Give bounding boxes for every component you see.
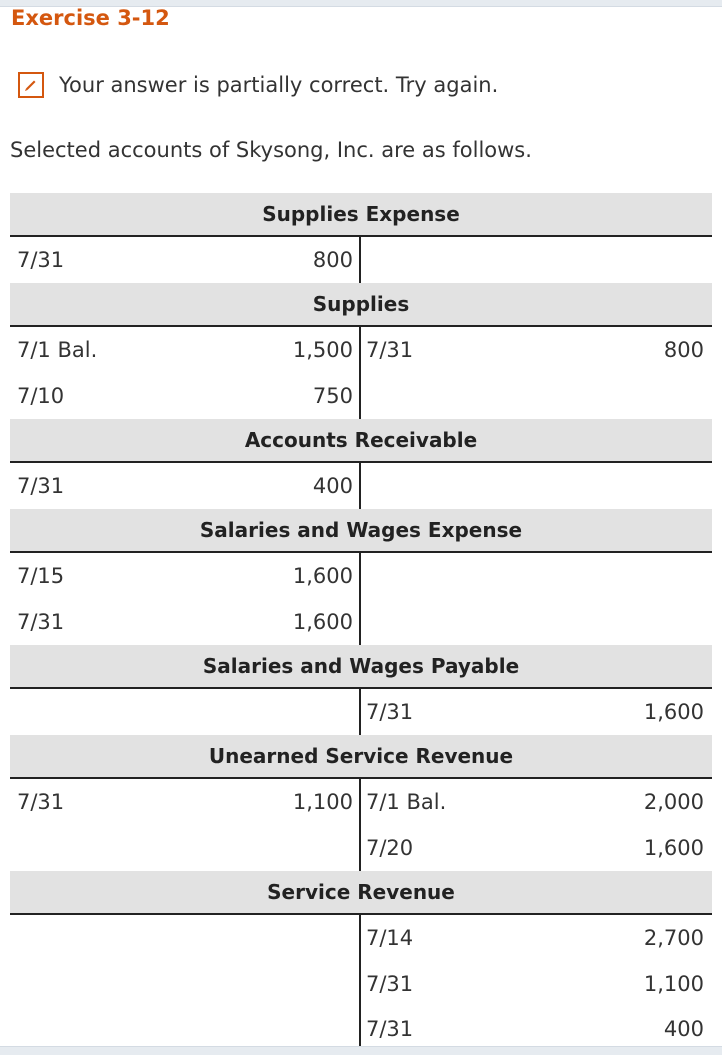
credit-side — [361, 825, 712, 871]
account-title: Salaries and Wages Expense — [10, 509, 712, 553]
ledger-row — [10, 599, 712, 645]
credit-date: 7/31 — [366, 972, 414, 996]
debit-amount: 1,600 — [292, 610, 353, 634]
debit-amount: 400 — [312, 474, 353, 498]
debit-side — [10, 553, 361, 599]
debit-side — [10, 689, 361, 735]
debit-date: 7/31 — [17, 474, 65, 498]
debit-side — [10, 599, 361, 645]
credit-amount: 400 — [663, 1017, 704, 1041]
credit-side — [361, 237, 712, 283]
ledger-row — [10, 779, 712, 825]
debit-amount: 1,500 — [292, 338, 353, 362]
debit-side — [10, 237, 361, 283]
debit-side — [10, 825, 361, 871]
debit-side — [10, 373, 361, 419]
debit-amount: 750 — [312, 384, 353, 408]
debit-date: 7/31 — [17, 790, 65, 814]
ledger-row — [10, 463, 712, 509]
credit-side — [361, 961, 712, 1007]
credit-side — [361, 689, 712, 735]
feedback-text: Your answer is partially correct. Try again. — [59, 73, 499, 97]
debit-date: 7/31 — [17, 248, 65, 272]
credit-side — [361, 373, 712, 419]
pencil-icon — [18, 72, 44, 98]
t-account — [10, 193, 712, 283]
debit-date: 7/15 — [17, 564, 65, 588]
credit-side — [361, 915, 712, 961]
debit-amount: 800 — [312, 248, 353, 272]
debit-side — [10, 779, 361, 825]
credit-date: 7/20 — [366, 836, 414, 860]
account-title: Salaries and Wages Payable — [10, 645, 712, 689]
credit-side — [361, 463, 712, 509]
debit-side — [10, 327, 361, 373]
ledger-row — [10, 237, 712, 283]
debit-date: 7/1 Bal. — [17, 338, 98, 362]
t-account-ledger — [10, 193, 712, 1051]
debit-side — [10, 463, 361, 509]
credit-date: 7/1 Bal. — [366, 790, 447, 814]
account-title: Supplies — [10, 283, 712, 327]
ledger-row — [10, 553, 712, 599]
exercise-title: Exercise 3-12 — [11, 6, 170, 30]
t-account — [10, 419, 712, 509]
t-account — [10, 509, 712, 645]
t-account — [10, 283, 712, 419]
credit-date: 7/14 — [366, 926, 414, 950]
credit-side — [361, 1007, 712, 1051]
ledger-row — [10, 961, 712, 1007]
ledger-row — [10, 915, 712, 961]
credit-side — [361, 599, 712, 645]
credit-amount: 800 — [663, 338, 704, 362]
debit-date: 7/31 — [17, 610, 65, 634]
credit-date: 7/31 — [366, 1017, 414, 1041]
t-account — [10, 871, 712, 1051]
credit-side — [361, 553, 712, 599]
credit-amount: 2,000 — [643, 790, 704, 814]
account-title: Unearned Service Revenue — [10, 735, 712, 779]
account-title: Accounts Receivable — [10, 419, 712, 463]
debit-date: 7/10 — [17, 384, 65, 408]
credit-amount: 2,700 — [643, 926, 704, 950]
feedback-message — [18, 70, 498, 100]
credit-date: 7/31 — [366, 338, 414, 362]
ledger-row — [10, 373, 712, 419]
credit-side — [361, 327, 712, 373]
credit-amount: 1,600 — [643, 836, 704, 860]
debit-side — [10, 961, 361, 1007]
debit-amount: 1,600 — [292, 564, 353, 588]
debit-side — [10, 915, 361, 961]
credit-amount: 1,100 — [643, 972, 704, 996]
credit-side — [361, 779, 712, 825]
ledger-row — [10, 327, 712, 373]
ledger-row — [10, 825, 712, 871]
t-account — [10, 645, 712, 735]
ledger-row — [10, 689, 712, 735]
t-account — [10, 735, 712, 871]
debit-side — [10, 1007, 361, 1051]
credit-date: 7/31 — [366, 700, 414, 724]
debit-amount: 1,100 — [292, 790, 353, 814]
account-title: Service Revenue — [10, 871, 712, 915]
ledger-row — [10, 1007, 712, 1051]
credit-amount: 1,600 — [643, 700, 704, 724]
problem-intro: Selected accounts of Skysong, Inc. are as follows. — [10, 138, 532, 162]
account-title: Supplies Expense — [10, 193, 712, 237]
